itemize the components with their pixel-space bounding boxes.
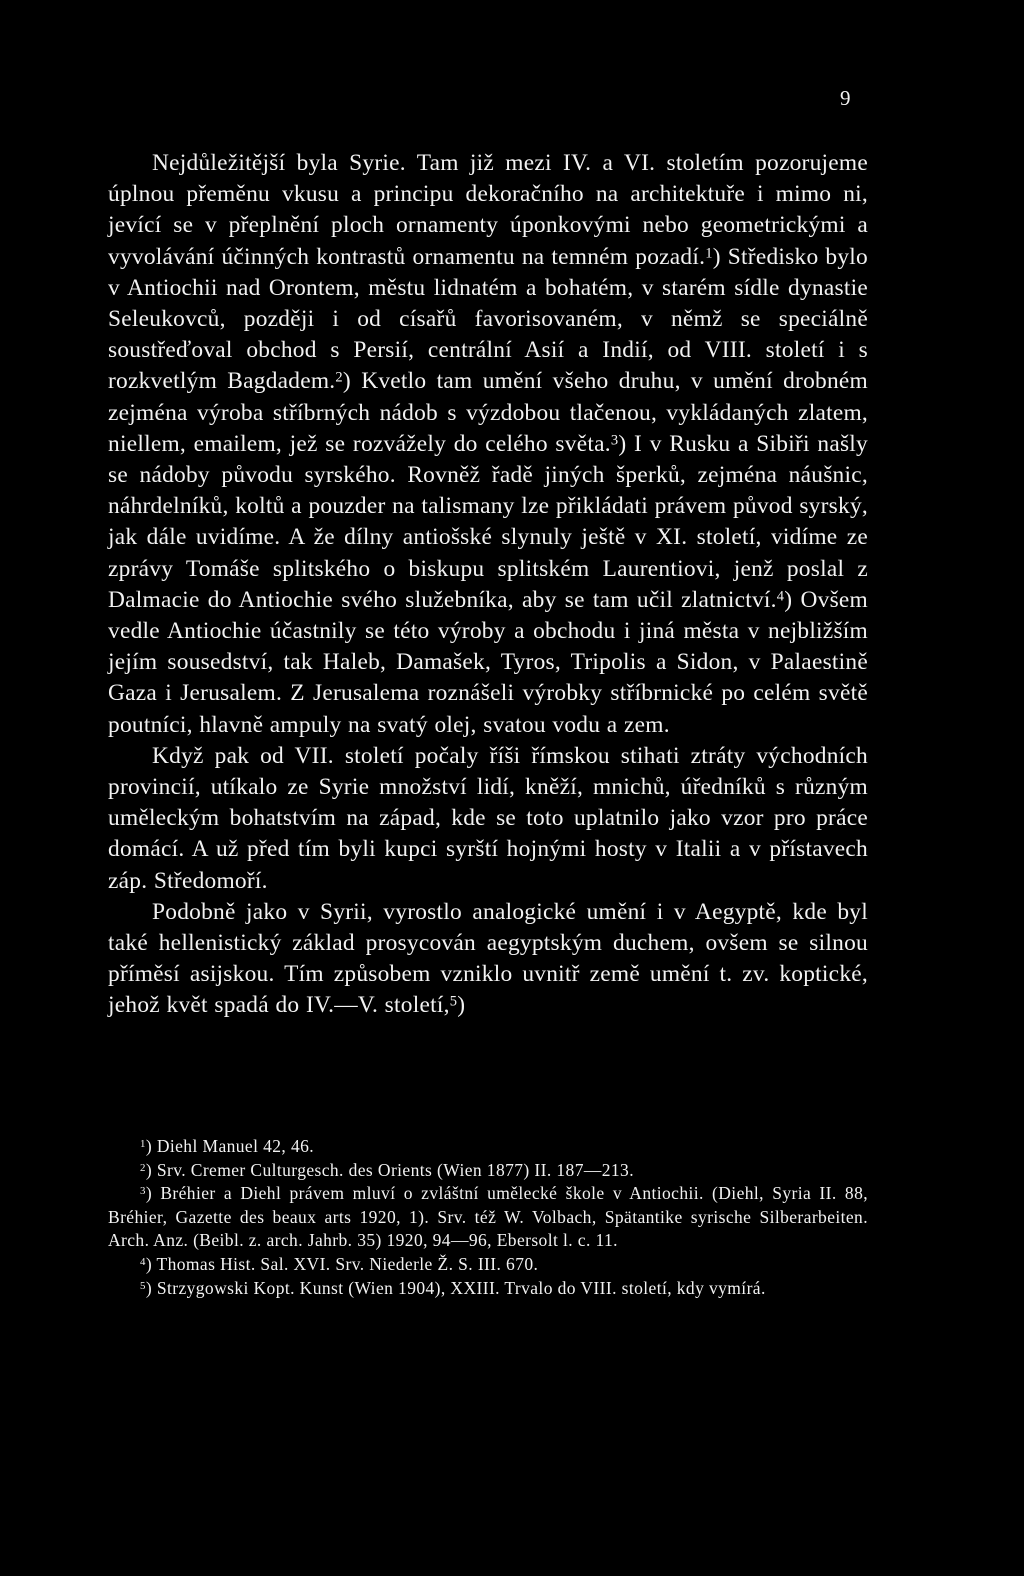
footnote-mark: 3	[140, 1185, 146, 1198]
footnote-text: ) Bréhier a Diehl právem mluví o zvláštní umělecké škole v Antiochii. (Diehl, Syria II. 88, Bréhier, Gazette des beaux arts 1920, 1). Srv. též W. Volbach, Spätantike syrische Silberarbeiten. Arch. Anz. (Beibl. z. arch. Jahrb. 35) 1920, 94—96, Ebersolt l. c. 11.	[108, 1183, 868, 1251]
footnote-3	[108, 1182, 868, 1253]
text-segment: )	[457, 992, 466, 1019]
paragraph-vii-century: Když pak od VII. století počaly říši římskou stihati ztráty východních provincií, utíkalo ze Syrie množství lidí, kněží, mnichů, úředníků s různým uměleckým bohatstvím na západ, kde se toto uplatnilo jako vzor pro práce domácí. A už před tím byli kupci syrští hojnými hosty v Italii a v přístavech záp. Středomoří.	[108, 742, 868, 894]
text-segment: ) Ovšem vedle Antiochie účastnily se této výroby a obchodu i jiná města v nejbližším jejím sousedství, tak Haleb, Damašek, Tyros, Tripolis a Sidon, v Palaestině Gaza i Jerusalem. Z Jerusalema roznášeli výrobky stříbrnické po celém světě poutníci, hlavně ampuly na svatý olej, svatou vodu a zem.	[108, 586, 868, 738]
footnote-ref: 5	[449, 993, 458, 1010]
text-segment: ) I v Rusku a Sibiři našly se nádoby původu syrského. Rovněž řadě jiných šperků, zejména náušnic, náhrdelníků, koltů a pouzder na talismany lze přikládati právem původ syrský, jak dále uvidíme. A že dílny antiošské slynuly ještě v XI. století, vidíme ze zprávy Tomáše splitského o biskupu splitském Laurentiovi, jenž poslal z Dalmacie do Antiochie svého služebníka, aby se tam učil zlatnictví.	[108, 430, 868, 613]
footnote-text: ) Srv. Cremer Culturgesch. des Orients (Wien 1877) II. 187—213.	[145, 1159, 634, 1180]
text-segment: Podobně jako v Syrii, vyrostlo analogické umění i v Aegyptě, kde byl také hellenistický základ prosycován aegyptským duchem, ovšem se silnou příměsí asijskou. Tím způsobem vzniklo uvnitř země umění t. zv. koptické, jehož květ spadá do IV.—V. století,	[108, 898, 868, 1019]
main-text	[108, 148, 868, 1022]
text-segment: ) Středisko bylo v Antiochii nad Orontem, městu lidnatém a bohatém, v starém sídle dynastie Seleukovců, později i od císařů favorisovaném, v němž se speciálně soustřeďoval obchod s Persií, centrální Asií a Indií, od VIII. století i s rozkvetlým Bagdadem.	[108, 243, 868, 395]
footnote-text: ) Thomas Hist. Sal. XVI. Srv. Niederle Ž. S. III. 670.	[145, 1253, 539, 1274]
footnote-5	[108, 1277, 868, 1301]
text-segment: ) Kvetlo tam umění všeho druhu, v umění drobném zejména výroba stříbrných nádob s výzdobou tlačenou, vykládaných zlatem, niellem, emailem, jež se rozvážely do celého světa.	[108, 368, 868, 457]
footnote-1	[108, 1135, 868, 1159]
footnote-mark: 2	[140, 1161, 146, 1174]
footnote-ref: 2	[335, 369, 343, 386]
footnotes	[108, 1135, 868, 1300]
text-segment: Nejdůležitější byla Syrie. Tam již mezi IV. a VI. stoletím pozorujeme úplnou přeměnu vkusu a principu dekoračního na architektuře i mimo ni, jevící se v přeplnění ploch ornamenty úponkovými nebo geometrickými a vyvolávání účinných kontrastů ornamentu na temném pozadí.	[108, 150, 868, 270]
footnote-text: ) Diehl Manuel 42, 46.	[145, 1136, 315, 1156]
paragraph-egypt	[108, 897, 868, 1022]
footnote-mark: 5	[140, 1279, 146, 1292]
footnote-text: ) Strzygowski Kopt. Kunst (Wien 1904), XXIII. Trvalo do VIII. století, kdy vymírá.	[145, 1277, 766, 1298]
footnote-4	[108, 1253, 868, 1277]
footnote-ref: 1	[705, 245, 713, 262]
footnote-mark: 1	[140, 1138, 146, 1151]
footnote-mark: 4	[140, 1256, 146, 1269]
footnote-ref: 3	[610, 432, 619, 449]
footnote-2	[108, 1159, 868, 1183]
page-number: 9	[840, 86, 851, 110]
paragraph-syria	[108, 148, 868, 741]
footnote-ref: 4	[776, 588, 785, 605]
